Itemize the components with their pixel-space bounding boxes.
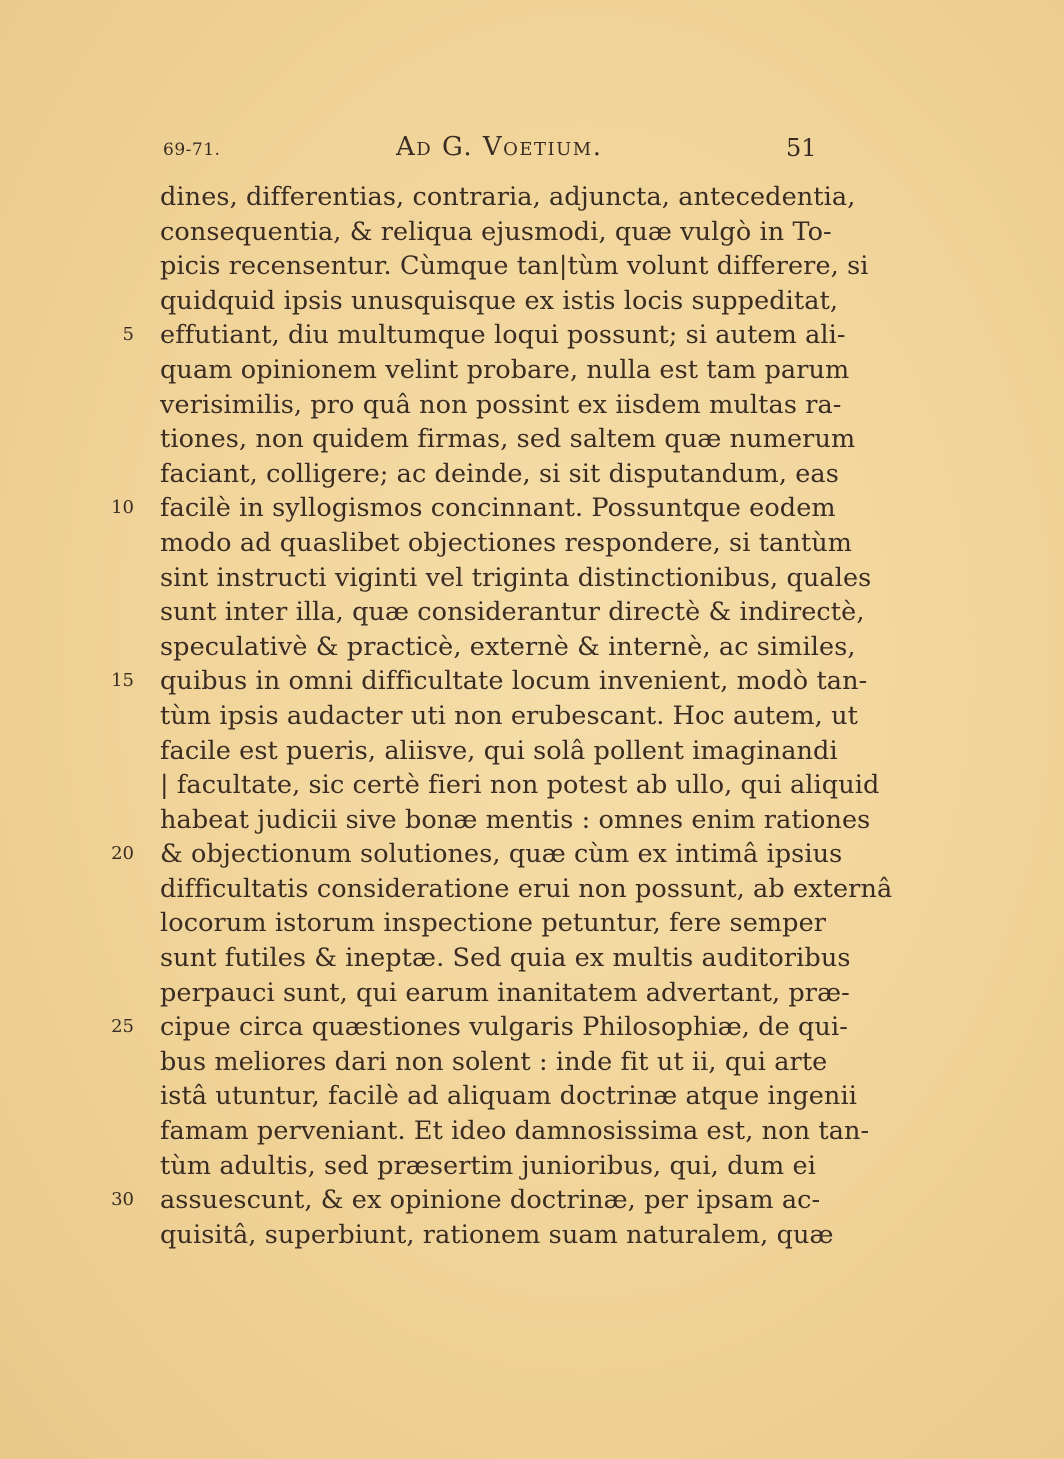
line-text: quam opinionem velint probare, nulla est tam parum [160,354,850,385]
line-text: habeat judicii sive bonæ mentis : omnes enim rationes [160,804,871,835]
text-line [160,284,839,319]
line-text: sunt inter illa, quæ considerantur directè & indirectè, [160,597,865,628]
line-text: tiones, non quidem firmas, sed saltem quæ numerum [160,424,856,455]
text-line [111,664,868,699]
text-line [160,872,893,907]
text-line [111,1010,848,1045]
line-text: modo ad quaslibet objectiones respondere, si tantùm [160,527,853,558]
text-line [160,941,851,976]
line-text: picis recensentur. Cùmque tan|tùm volunt differere, si [160,251,869,282]
line-text: verisimilis, pro quâ non possint ex iisdem multas ra- [160,389,842,420]
line-number: 5 [122,324,134,346]
text-line [122,318,846,353]
text-line [160,595,865,630]
text-line [160,699,858,734]
body-text [111,180,893,1252]
text-line [160,1114,870,1149]
line-text: perpauci sunt, qui earum inanitatem advertant, præ- [160,977,850,1008]
page-number: 51 [786,134,817,162]
text-line [160,734,838,769]
text-line [160,1045,828,1080]
text-line [160,768,880,803]
text-line [160,180,856,215]
text-line [160,249,869,284]
line-text: sunt futiles & ineptæ. Sed quia ex multis auditoribus [160,943,851,974]
text-line [160,1079,857,1114]
section-range: 69-71. [163,140,221,160]
line-text: tùm ipsis audacter uti non erubescant. Hoc autem, ut [160,700,858,731]
line-number: 10 [111,497,134,519]
text-line [160,215,832,250]
text-line [160,803,871,838]
text-line [160,353,850,388]
text-line [111,1183,821,1218]
line-text: locorum istorum inspectione petuntur, fere semper [160,908,827,939]
line-text: bus meliores dari non solent : inde fit ut ii, qui arte [160,1046,828,1077]
line-text: & objectionum solutiones, quæ cùm ex intimâ ipsius [160,839,843,870]
text-line [160,906,827,941]
line-text: quidquid ipsis unusquisque ex istis locis suppeditat, [160,285,839,316]
running-header [0,128,1064,168]
line-text: quibus in omni difficultate locum invenient, modò tan- [160,666,868,697]
text-line [111,491,836,526]
text-line [160,630,856,665]
text-line [111,837,843,872]
text-line [160,388,842,423]
line-text: consequentia, & reliqua ejusmodi, quæ vulgò in To- [160,216,832,247]
line-text: cipue circa quæstiones vulgaris Philosophiæ, de qui- [160,1012,848,1043]
text-line [160,526,853,561]
text-line [160,561,872,596]
text-line [160,422,856,457]
line-text: sint instructi viginti vel triginta distinctionibus, quales [160,562,872,593]
text-line [160,1218,834,1253]
line-text: speculativè & practicè, externè & internè, ac similes, [160,631,856,662]
line-number: 30 [111,1189,134,1211]
line-text: istâ utuntur, facilè ad aliquam doctrinæ atque ingenii [160,1081,857,1112]
line-text: facilè in syllogismos concinnant. Possuntque eodem [160,493,836,524]
line-number: 15 [111,670,134,692]
line-text: assuescunt, & ex opinione doctrinæ, per ipsam ac- [160,1185,821,1216]
line-number: 20 [111,843,134,865]
running-title: Ad G. Voetium. [396,132,603,162]
line-text: dines, differentias, contraria, adjuncta, antecedentia, [160,182,856,212]
line-text: faciant, colligere; ac deinde, si sit disputandum, eas [160,458,839,489]
line-text: | facultate, sic certè fieri non potest ab ullo, qui aliquid [160,770,880,801]
line-text: facile est pueris, aliisve, qui solâ pollent imaginandi [160,735,838,766]
line-text: famam perveniant. Et ideo damnosissima est, non tan- [160,1116,870,1147]
line-text: effutiant, diu multumque loqui possunt; si autem ali- [160,320,846,351]
line-text: tùm adultis, sed præsertim junioribus, qui, dum ei [160,1150,816,1181]
text-line [160,457,839,492]
line-text: quisitâ, superbiunt, rationem suam naturalem, quæ [160,1219,834,1250]
line-number: 25 [111,1016,134,1038]
text-line [160,976,850,1011]
line-text: difficultatis consideratione erui non possunt, ab externâ [160,873,893,904]
text-line [160,1149,816,1184]
